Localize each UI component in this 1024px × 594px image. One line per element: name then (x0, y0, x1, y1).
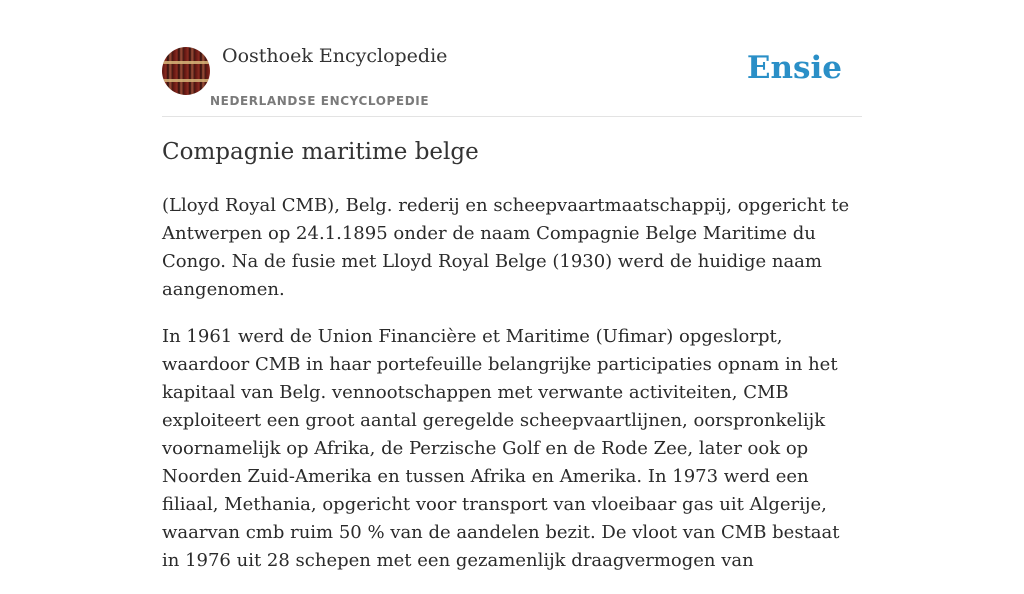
site-header (162, 0, 862, 117)
ensie-brand-logo[interactable]: Ensie (746, 50, 842, 86)
site-name[interactable]: Oosthoek Encyclopedie (222, 45, 448, 67)
article-paragraph: (Lloyd Royal CMB), Belg. rederij en scheepvaartmaatschappij, opgericht te Antwerpen op 24.1.1895 onder de naam Compagnie Belge Maritime du Congo. Na de fusie met Lloyd Royal Belge (1930) werd de huidige naam aangenomen. (162, 195, 850, 300)
article-body (162, 192, 862, 594)
site-subtitle: NEDERLANDSE ENCYCLOPEDIE (210, 94, 430, 108)
page (162, 0, 862, 571)
article-paragraph: In 1961 werd de Union Financière et Maritime (Ufimar) opgeslorpt, waardoor CMB in haar portefeuille belangrijke participaties opnam in het kapitaal van Belg. vennootschappen met verwante activiteiten, CMB exploiteert een groot aantal geregelde scheepvaartlijnen, oorspronkelijk voornamelijk op Afrika, de Perzische Golf en de Rode Zee, later ook op Noorden Zuid-Amerika en tussen Afrika en Amerika. In 1973 werd een filiaal, Methania, opgericht voor transport van vloeibaar gas uit Algerije, waarvan cmb ruim 50 % van de aandelen bezit. De vloot van CMB bestaat in 1976 uit 28 schepen met een gezamenlijk draagvermogen van (162, 326, 840, 571)
encyclopedia-books-logo[interactable] (162, 47, 210, 95)
article-title: Compagnie maritime belge (162, 139, 479, 165)
